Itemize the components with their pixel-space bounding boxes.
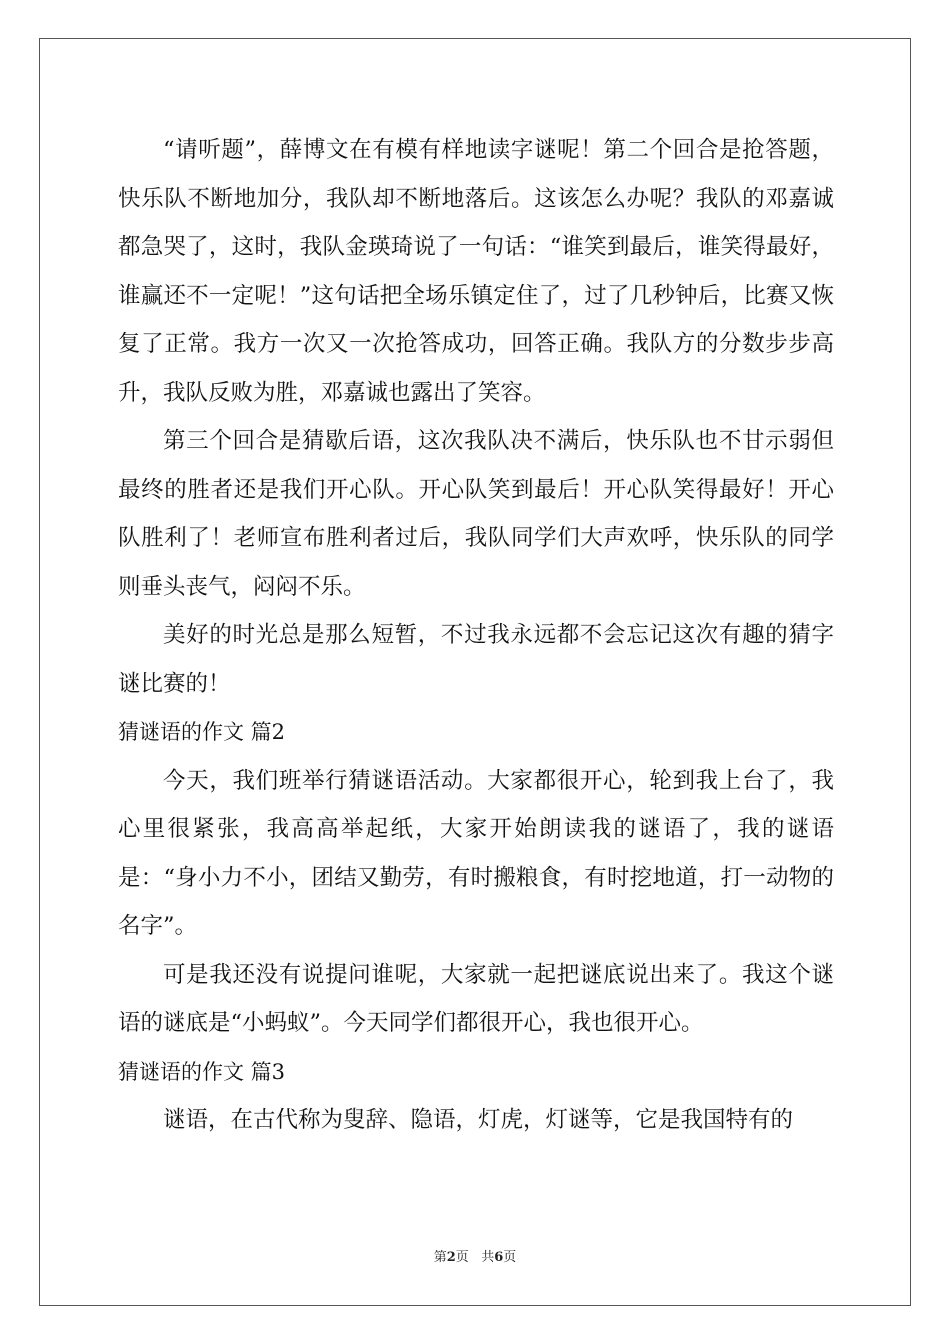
page-current: 2 (446, 1250, 456, 1265)
total-prefix: 共 (481, 1250, 495, 1265)
section-heading: 猜谜语的作文 篇3 (118, 1059, 286, 1084)
paragraph: 第三个回合是猜歇后语，这次我队决不满后，快乐队也不甘示弱但最终的胜者还是我们开心队。开心队笑到最后！开心队笑得最好！开心队胜利了！老师宣布胜利者过后，我队同学们大声欢呼，快乐队的同学则垂头丧气，闷闷不乐。 (118, 428, 834, 600)
document-body (118, 126, 834, 1145)
paragraph: 谜语，在古代称为叟辞、隐语，灯虎，灯谜等，它是我国特有的 (163, 1107, 794, 1133)
section-heading: 猜谜语的作文 篇2 (118, 720, 286, 744)
page-suffix: 页 (455, 1250, 469, 1265)
paragraph: 今天，我们班举行猜谜语活动。大家都很开心，轮到我上台了，我心里很紧张，我高高举起纸，大家开始朗读我的谜语了，我的谜语是：“身小力不小，团结又勤劳，有时搬粮食，有时挖地道，打一动物的名字”。 (118, 767, 834, 939)
page-prefix: 第 (433, 1250, 447, 1265)
paragraph: “请听题”，薛博文在有模有样地读字谜呢！第二个回合是抢答题，快乐队不断地加分，我队却不断地落后。这该怎么办呢？我队的邓嘉诚都急哭了，这时，我队金瑛琦说了一句话：“谁笑到最后，谁笑得最好，谁赢还不一定呢！”这句话把全场乐镇定住了，过了几秒钟后，比赛又恢复了正常。我方一次又一次抢答成功，回答正确。我队方的分数步步高升，我队反败为胜，邓嘉诚也露出了笑容。 (118, 137, 834, 406)
paragraph: 美好的时光总是那么短暂，不过我永远都不会忘记这次有趣的猜字谜比赛的！ (118, 622, 834, 697)
total-suffix: 页 (503, 1250, 517, 1265)
paragraph: 可是我还没有说提问谁呢，大家就一起把谜底说出来了。我这个谜语的谜底是“小蚂蚁”。今天同学们都很开心，我也很开心。 (118, 961, 834, 1036)
page-footer (0, 1246, 950, 1265)
page-total: 6 (494, 1250, 504, 1265)
